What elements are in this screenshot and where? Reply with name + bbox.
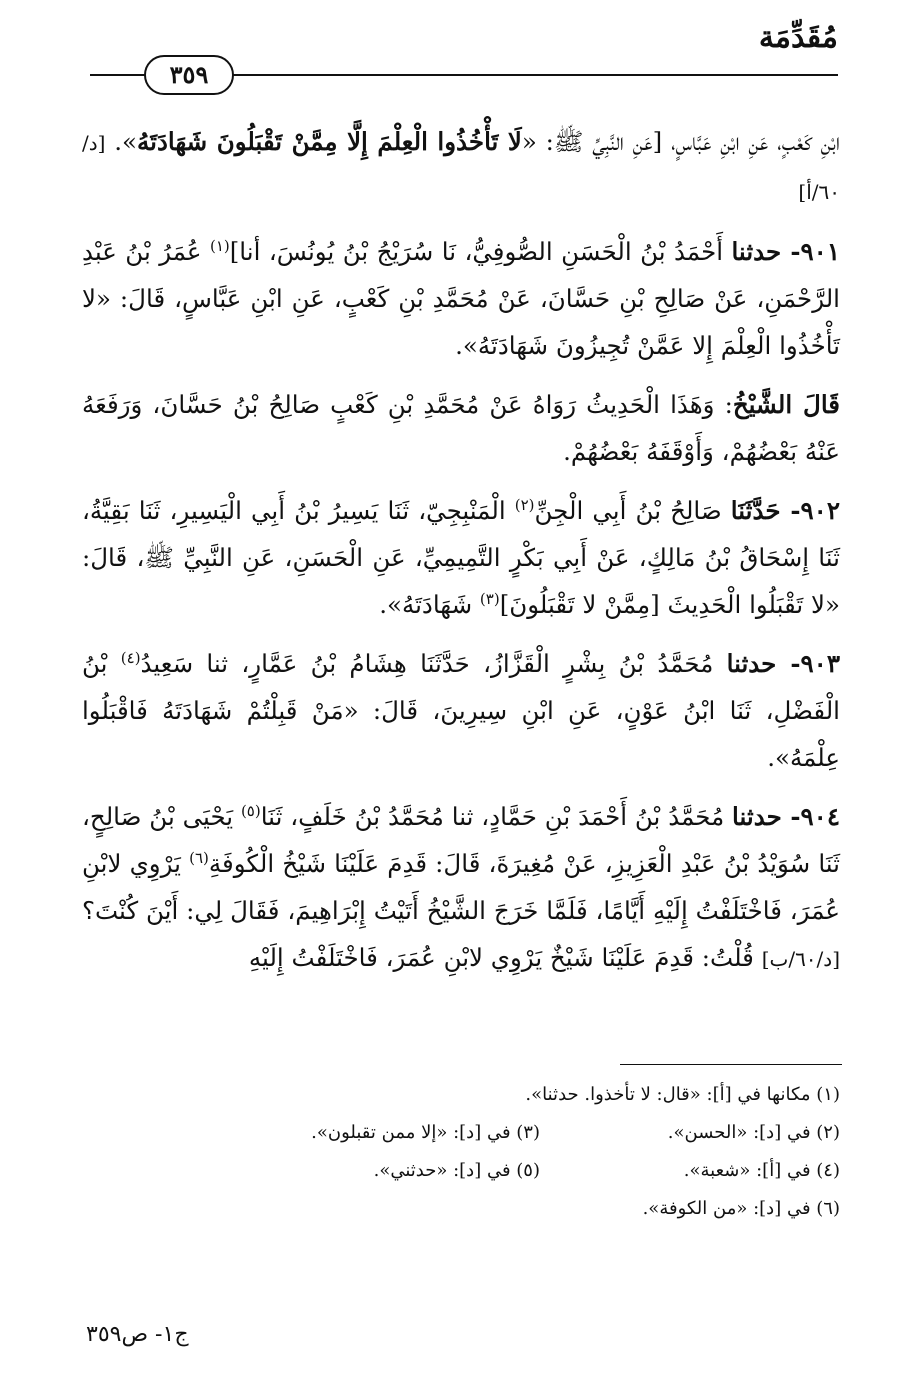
paragraph-text: يَرْوِي لابْنِ عُمَرَ، فَاخْتَلَفْتُ إِلَيْهِ أَيَّامًا، فَلَمَّا خَرَجَ الشَّيْخُ أَتَيْتُ إِبْرَاهِيمَ، فَقَالَ لِي: أَيْنَ كُنْتَ؟ bbox=[82, 849, 840, 925]
footnote-marker: (٥) bbox=[240, 801, 261, 820]
hadith-901 bbox=[82, 228, 840, 369]
hadith-number: ٩٠١- حدثنا bbox=[731, 237, 840, 266]
paragraph-text: صَالِحُ بْنُ أَبِي الْجِنِّ bbox=[534, 496, 731, 525]
footnote-6: (٦) في [د]: «من الكوفة». bbox=[642, 1198, 840, 1219]
running-header-title: مُقَدِّمَة bbox=[758, 20, 838, 55]
hadith-902 bbox=[82, 487, 840, 628]
main-text bbox=[82, 118, 840, 995]
paragraph-text: شَهَادَتَهُ». bbox=[379, 590, 480, 619]
footnote-1: (١) مكانها في [أ]: «قال: لا تأخذوا. حدثنا». bbox=[525, 1084, 840, 1105]
footnote-marker: (٢) bbox=[514, 495, 535, 514]
paragraph-text: مُحَمَّدُ بْنُ بِشْرٍ الْقَزَّازُ، حَدَّثَنَا هِشَامُ بْنُ عَمَّارٍ، ثنا سَعِيدُ bbox=[140, 649, 727, 678]
comment-lead: قَالَ الشَّيْخُ bbox=[732, 390, 840, 419]
paragraph-text: ابْنِ كَعْبٍ، عَنِ ابْنِ عَبَّاسٍ، [عَنِ النَّبِيِّ ﷺ: « bbox=[521, 127, 840, 156]
paragraph-text: : وَهَذَا الْحَدِيثُ رَوَاهُ عَنْ مُحَمَّدِ بْنِ كَعْبٍ صَالِحُ بْنُ حَسَّانَ، وَرَفَعَهُ عَنْهُ بَعْضُهُمْ، وَأَوْقَفَهُ بَعْضُهُمْ. bbox=[82, 390, 840, 466]
paragraph-text: عُمَرُ بْنُ عَبْدِ الرَّحْمَنِ، عَنْ صَالِحِ بْنِ حَسَّانَ، عَنْ مُحَمَّدِ بْنِ كَعْبٍ، عَنِ ابْنِ عَبَّاسٍ، قَالَ: «لا تَأْخُذُوا الْعِلْمَ إِلا عَمَّنْ تُجِيزُونَ شَهَادَتَهُ». bbox=[82, 237, 840, 360]
manuscript-reference: [د/٦٠/أ] bbox=[82, 131, 840, 204]
hadith-904 bbox=[82, 793, 840, 983]
quoted-hadith: لَا تَأْخُذُوا الْعِلْمَ إِلَّا مِمَّنْ تَقْبَلُونَ شَهَادَتَهُ bbox=[137, 127, 522, 156]
paragraph-continuation bbox=[82, 118, 840, 216]
footnote-row bbox=[82, 1114, 840, 1152]
paragraph-text: ». bbox=[114, 127, 138, 156]
paragraph-text: قُلْتُ: قَدِمَ عَلَيْنَا شَيْخٌ يَرْوِي لابْنِ عُمَرَ، فَاخْتَلَفْتُ إِلَيْهِ bbox=[248, 943, 762, 972]
hadith-number: ٩٠٣- حدثنا bbox=[726, 649, 840, 678]
footnote-rule bbox=[620, 1064, 842, 1065]
footnotes bbox=[82, 1076, 840, 1228]
footnote-marker: (٤) bbox=[120, 648, 141, 667]
footnote-row bbox=[82, 1190, 840, 1228]
footnote-2: (٢) في [د]: «الحسن». bbox=[667, 1122, 840, 1143]
paragraph-text: يَحْيَى بْنُ صَالِحٍ، ثَنَا سُوَيْدُ بْنُ عَبْدِ الْعَزِيزِ، عَنْ مُغِيرَةَ، قَالَ: قَدِمَ عَلَيْنَا شَيْخُ الْكُوفَةِ bbox=[82, 802, 840, 878]
footnote-3: (٣) في [د]: «إلا ممن تقبلون». bbox=[311, 1122, 540, 1143]
hadith-number: ٩٠٤- حدثنا bbox=[732, 802, 840, 831]
footnote-row bbox=[82, 1152, 840, 1190]
hadith-903 bbox=[82, 640, 840, 781]
sheikh-comment bbox=[82, 381, 840, 475]
footnote-marker: (٦) bbox=[189, 848, 209, 867]
paragraph-text: بْنُ الْفَضْلِ، ثَنَا ابْنُ عَوْنٍ، عَنِ ابْنِ سِيرِينَ، قَالَ: «مَنْ قَبِلْتُمْ شَهَادَتَهُ فَاقْبَلُوا عِلْمَهُ». bbox=[82, 649, 840, 772]
volume-page-marker: ج١- ص٣٥٩ bbox=[86, 1322, 189, 1347]
footnote-5: (٥) في [د]: «حدثني». bbox=[373, 1160, 540, 1181]
hadith-number: ٩٠٢- حَدَّثَنَا bbox=[730, 496, 840, 525]
footnote-marker: (٣) bbox=[479, 589, 500, 608]
manuscript-reference: [د/٦٠/ب] bbox=[761, 947, 840, 971]
paragraph-text: مُحَمَّدُ بْنُ أَحْمَدَ بْنِ حَمَّادٍ، ثنا مُحَمَّدُ بْنُ خَلَفٍ، ثَنَا bbox=[260, 802, 733, 831]
paragraph-text: أَحْمَدُ بْنُ الْحَسَنِ الصُّوفِيُّ، نَا سُرَيْجُ بْنُ يُونُسَ، أنا] bbox=[229, 237, 732, 266]
footnote-marker: (١) bbox=[209, 236, 230, 255]
paragraph-text: الْمَنْبِجِيّ، ثَنَا يَسِيرُ بْنُ أَبِي الْيَسِيرِ، ثَنَا بَقِيَّةُ، ثَنَا إِسْحَاقُ بْنُ مَالِكٍ، عَنْ أَبِي بَكْرٍ التَّمِيمِيِّ، عَنِ الْحَسَنِ، عَنِ النَّبِيِّ ﷺ، قَالَ: «لا تَقْبَلُوا الْحَدِيثَ [مِمَّنْ لا تَقْبَلُونَ] bbox=[82, 496, 840, 619]
page-number-badge: ٣٥٩ bbox=[144, 55, 234, 95]
footnote-row bbox=[82, 1076, 840, 1114]
footnote-4: (٤) في [أ]: «شعبة». bbox=[683, 1160, 840, 1181]
